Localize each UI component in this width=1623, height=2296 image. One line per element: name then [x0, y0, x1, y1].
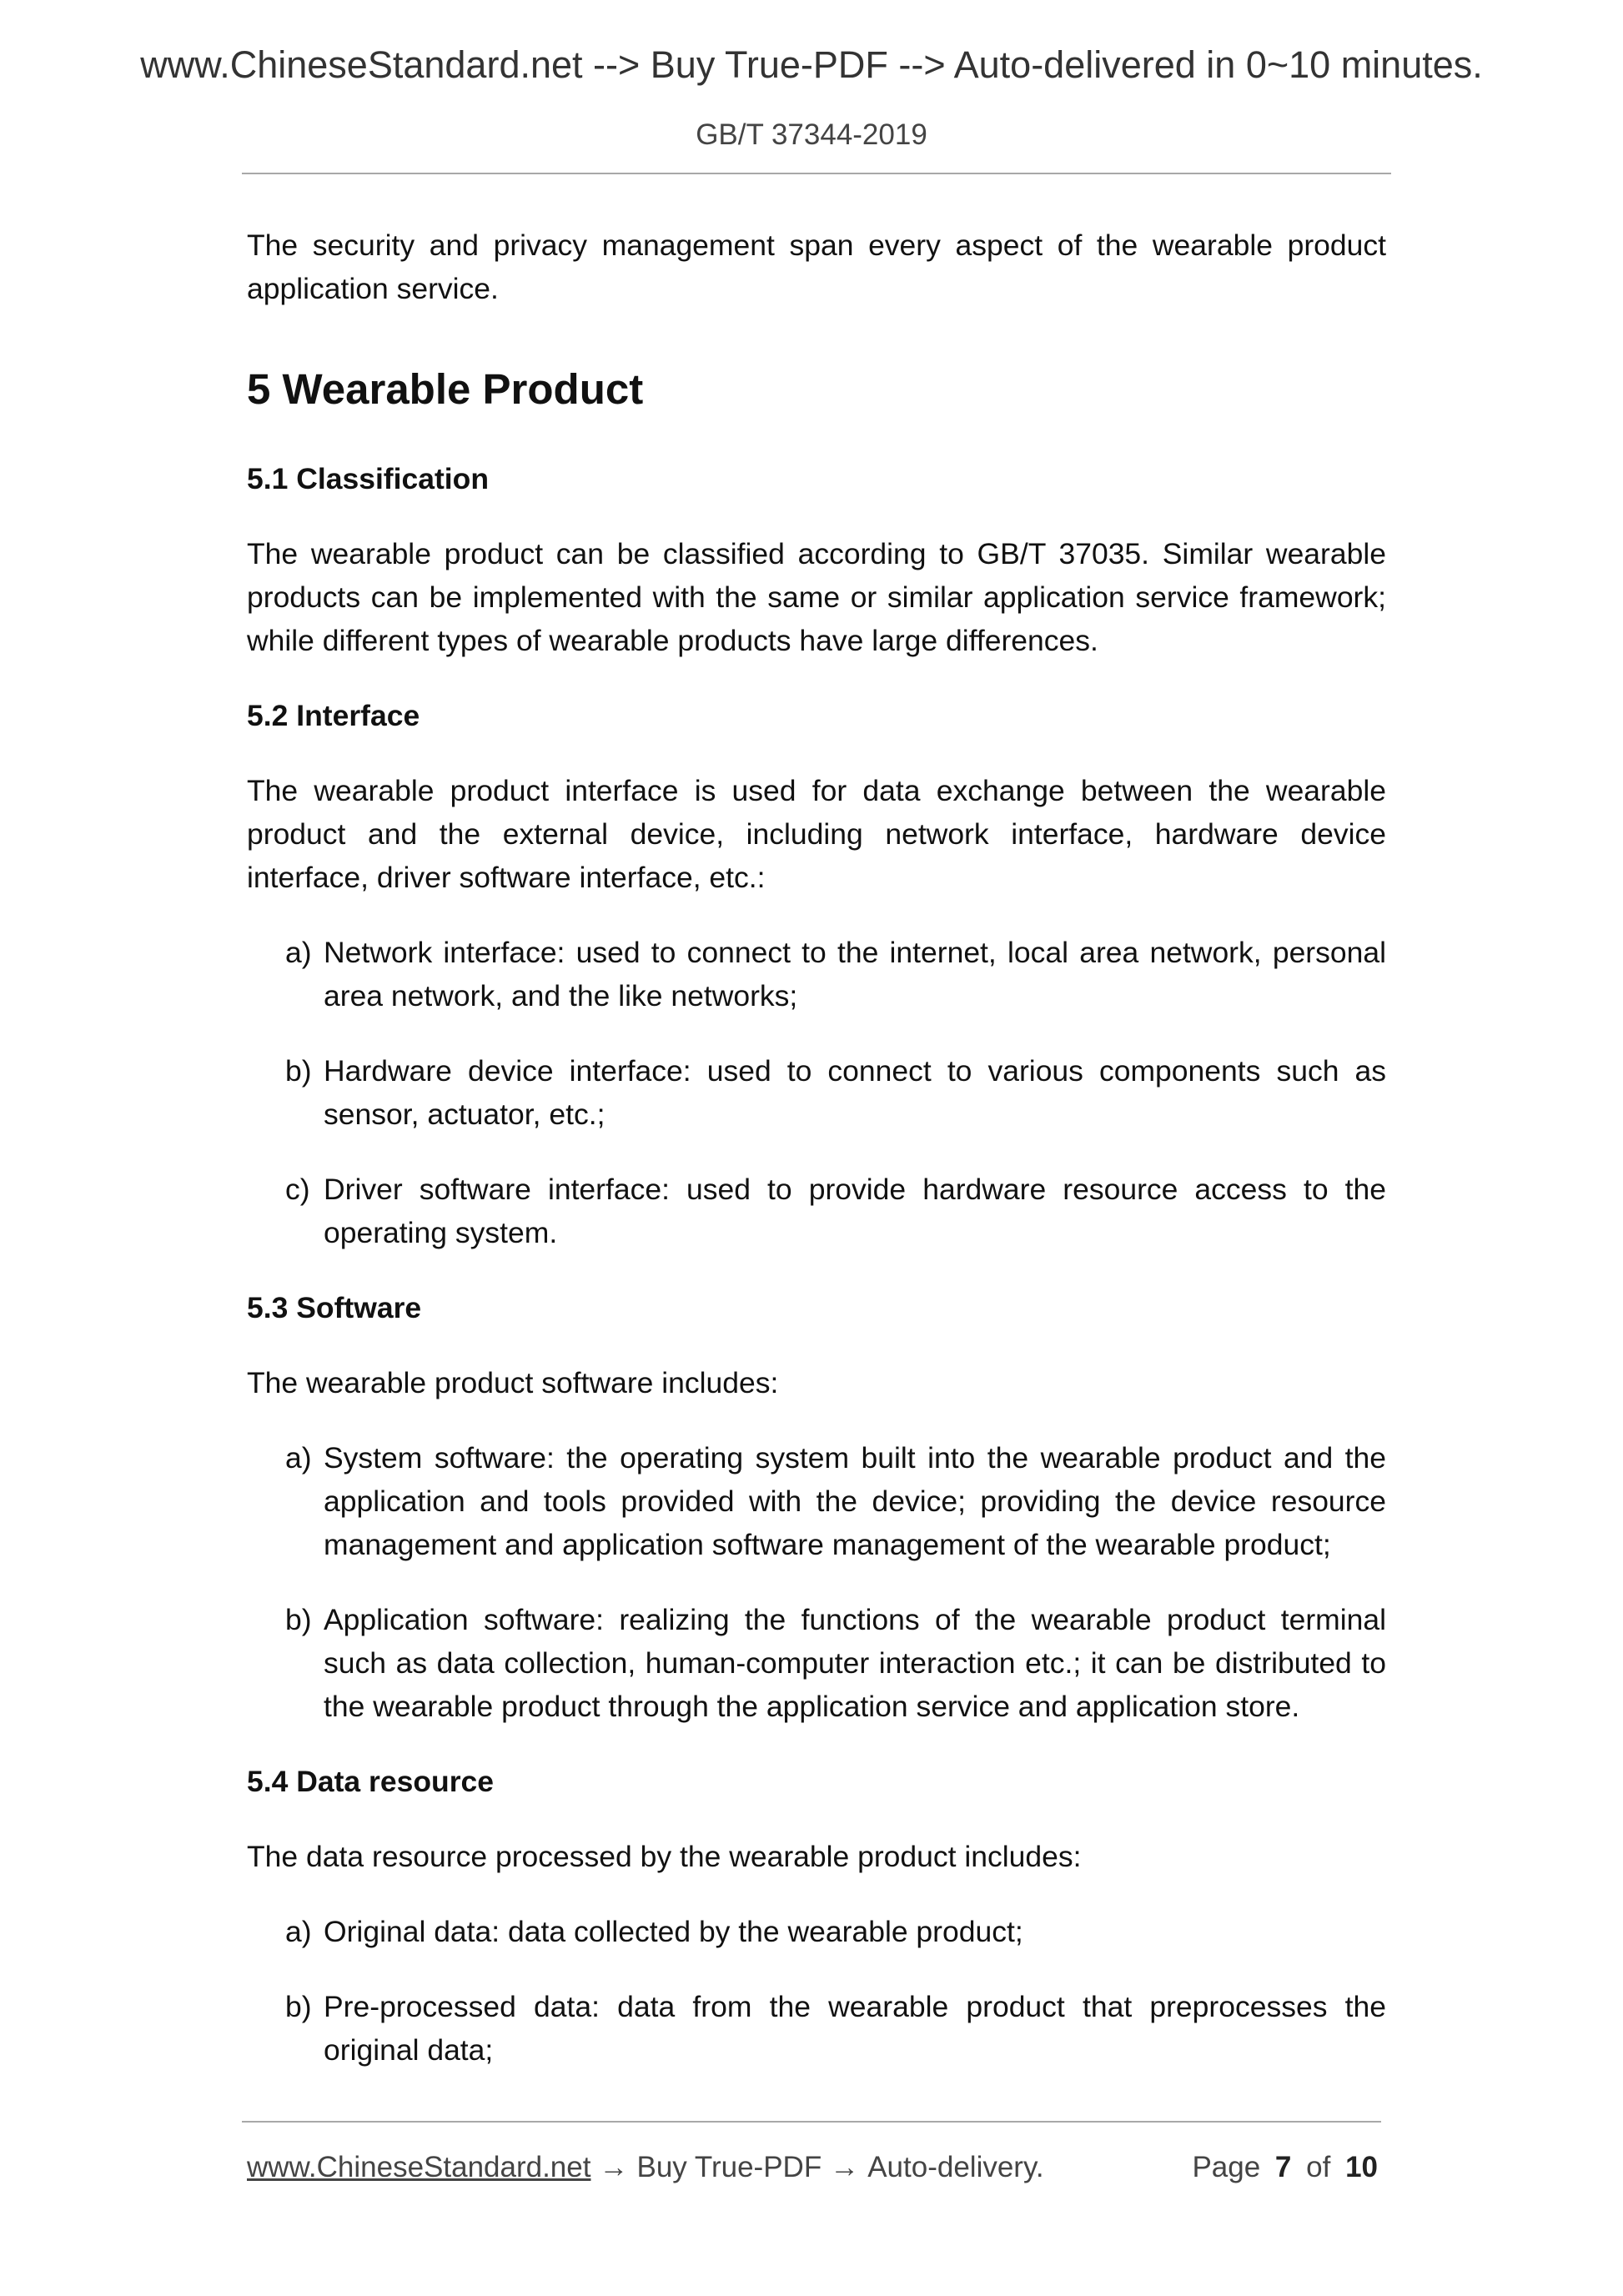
list-item — [285, 1910, 1386, 1953]
list-item — [285, 1436, 1386, 1566]
list-marker: a) — [285, 936, 312, 969]
list-text: Pre-processed data: data from the wearable product that preprocesses the original data; — [324, 1990, 1386, 2067]
list-marker: b) — [285, 1054, 312, 1088]
of-word: of — [1306, 2151, 1331, 2183]
page-content — [247, 224, 1386, 2103]
header-banner[interactable]: www.ChineseStandard.net --> Buy True-PDF --> Auto-delivered in 0~10 minutes. — [140, 43, 1483, 86]
list-item — [285, 1985, 1386, 2072]
list-marker: b) — [285, 1603, 312, 1636]
section-5-3-heading: 5.3 Software — [247, 1291, 422, 1324]
section-5-3-paragraph: The wearable product software includes: — [247, 1366, 779, 1399]
footer-divider — [242, 2121, 1381, 2123]
list-text: Driver software interface: used to provide hardware resource access to the operating system. — [324, 1173, 1386, 1249]
list-text: Network interface: used to connect to the internet, local area network, personal area network, and the like networks; — [324, 936, 1386, 1012]
section-5-1-heading: 5.1 Classification — [247, 462, 490, 495]
list-text: Hardware device interface: used to connect to various components such as sensor, actuator, etc.; — [324, 1054, 1386, 1131]
section-5-4-paragraph: The data resource processed by the wearable product includes: — [247, 1840, 1082, 1873]
section-5-2-heading: 5.2 Interface — [247, 699, 420, 732]
footer-delivery-text: Auto-delivery. — [867, 2151, 1044, 2183]
section-5-2-paragraph: The wearable product interface is used for data exchange between the wearable product and the external device, including network interface, hardware device interface, driver software interface, etc.: — [247, 774, 1386, 894]
list-item — [285, 1049, 1386, 1136]
list-text: Original data: data collected by the wearable product; — [324, 1915, 1023, 1948]
standard-code: GB/T 37344-2019 — [696, 118, 927, 151]
section-5-4-heading: 5.4 Data resource — [247, 1765, 494, 1798]
list-marker: b) — [285, 1990, 312, 2023]
arrow-right-icon: → — [599, 2151, 629, 2183]
intro-paragraph: The security and privacy management span every aspect of the wearable product application service. — [247, 229, 1386, 305]
page-word: Page — [1192, 2151, 1261, 2183]
page-number — [1192, 2148, 1378, 2187]
current-page: 7 — [1274, 2151, 1292, 2183]
list-marker: a) — [285, 1915, 312, 1948]
list-item — [285, 1168, 1386, 1254]
footer-site-link[interactable]: www.ChineseStandard.net — [247, 2151, 591, 2183]
list-item — [285, 1598, 1386, 1728]
section-5-title: 5 Wearable Product — [247, 365, 644, 413]
list-text: Application software: realizing the functions of the wearable product terminal such as data collection, human-computer interaction etc.; it can be distributed to the wearable product through the application service and application store. — [324, 1603, 1386, 1723]
list-marker: a) — [285, 1441, 312, 1475]
section-5-1-paragraph: The wearable product can be classified according to GB/T 37035. Similar wearable products can be implemented with the same or similar application service framework; while different types of wearable products have large differences. — [247, 537, 1386, 657]
list-text: System software: the operating system built into the wearable product and the application and tools provided with the device; providing the device resource management and application software management of the wearable product; — [324, 1441, 1386, 1561]
total-pages: 10 — [1345, 2151, 1378, 2183]
page-footer — [247, 2148, 1378, 2187]
footer-left — [247, 2148, 1044, 2187]
arrow-right-icon: → — [830, 2151, 860, 2183]
footer-buy-text: Buy True-PDF — [636, 2151, 822, 2183]
header-divider — [242, 173, 1391, 174]
list-marker: c) — [285, 1173, 310, 1206]
list-item — [285, 931, 1386, 1017]
